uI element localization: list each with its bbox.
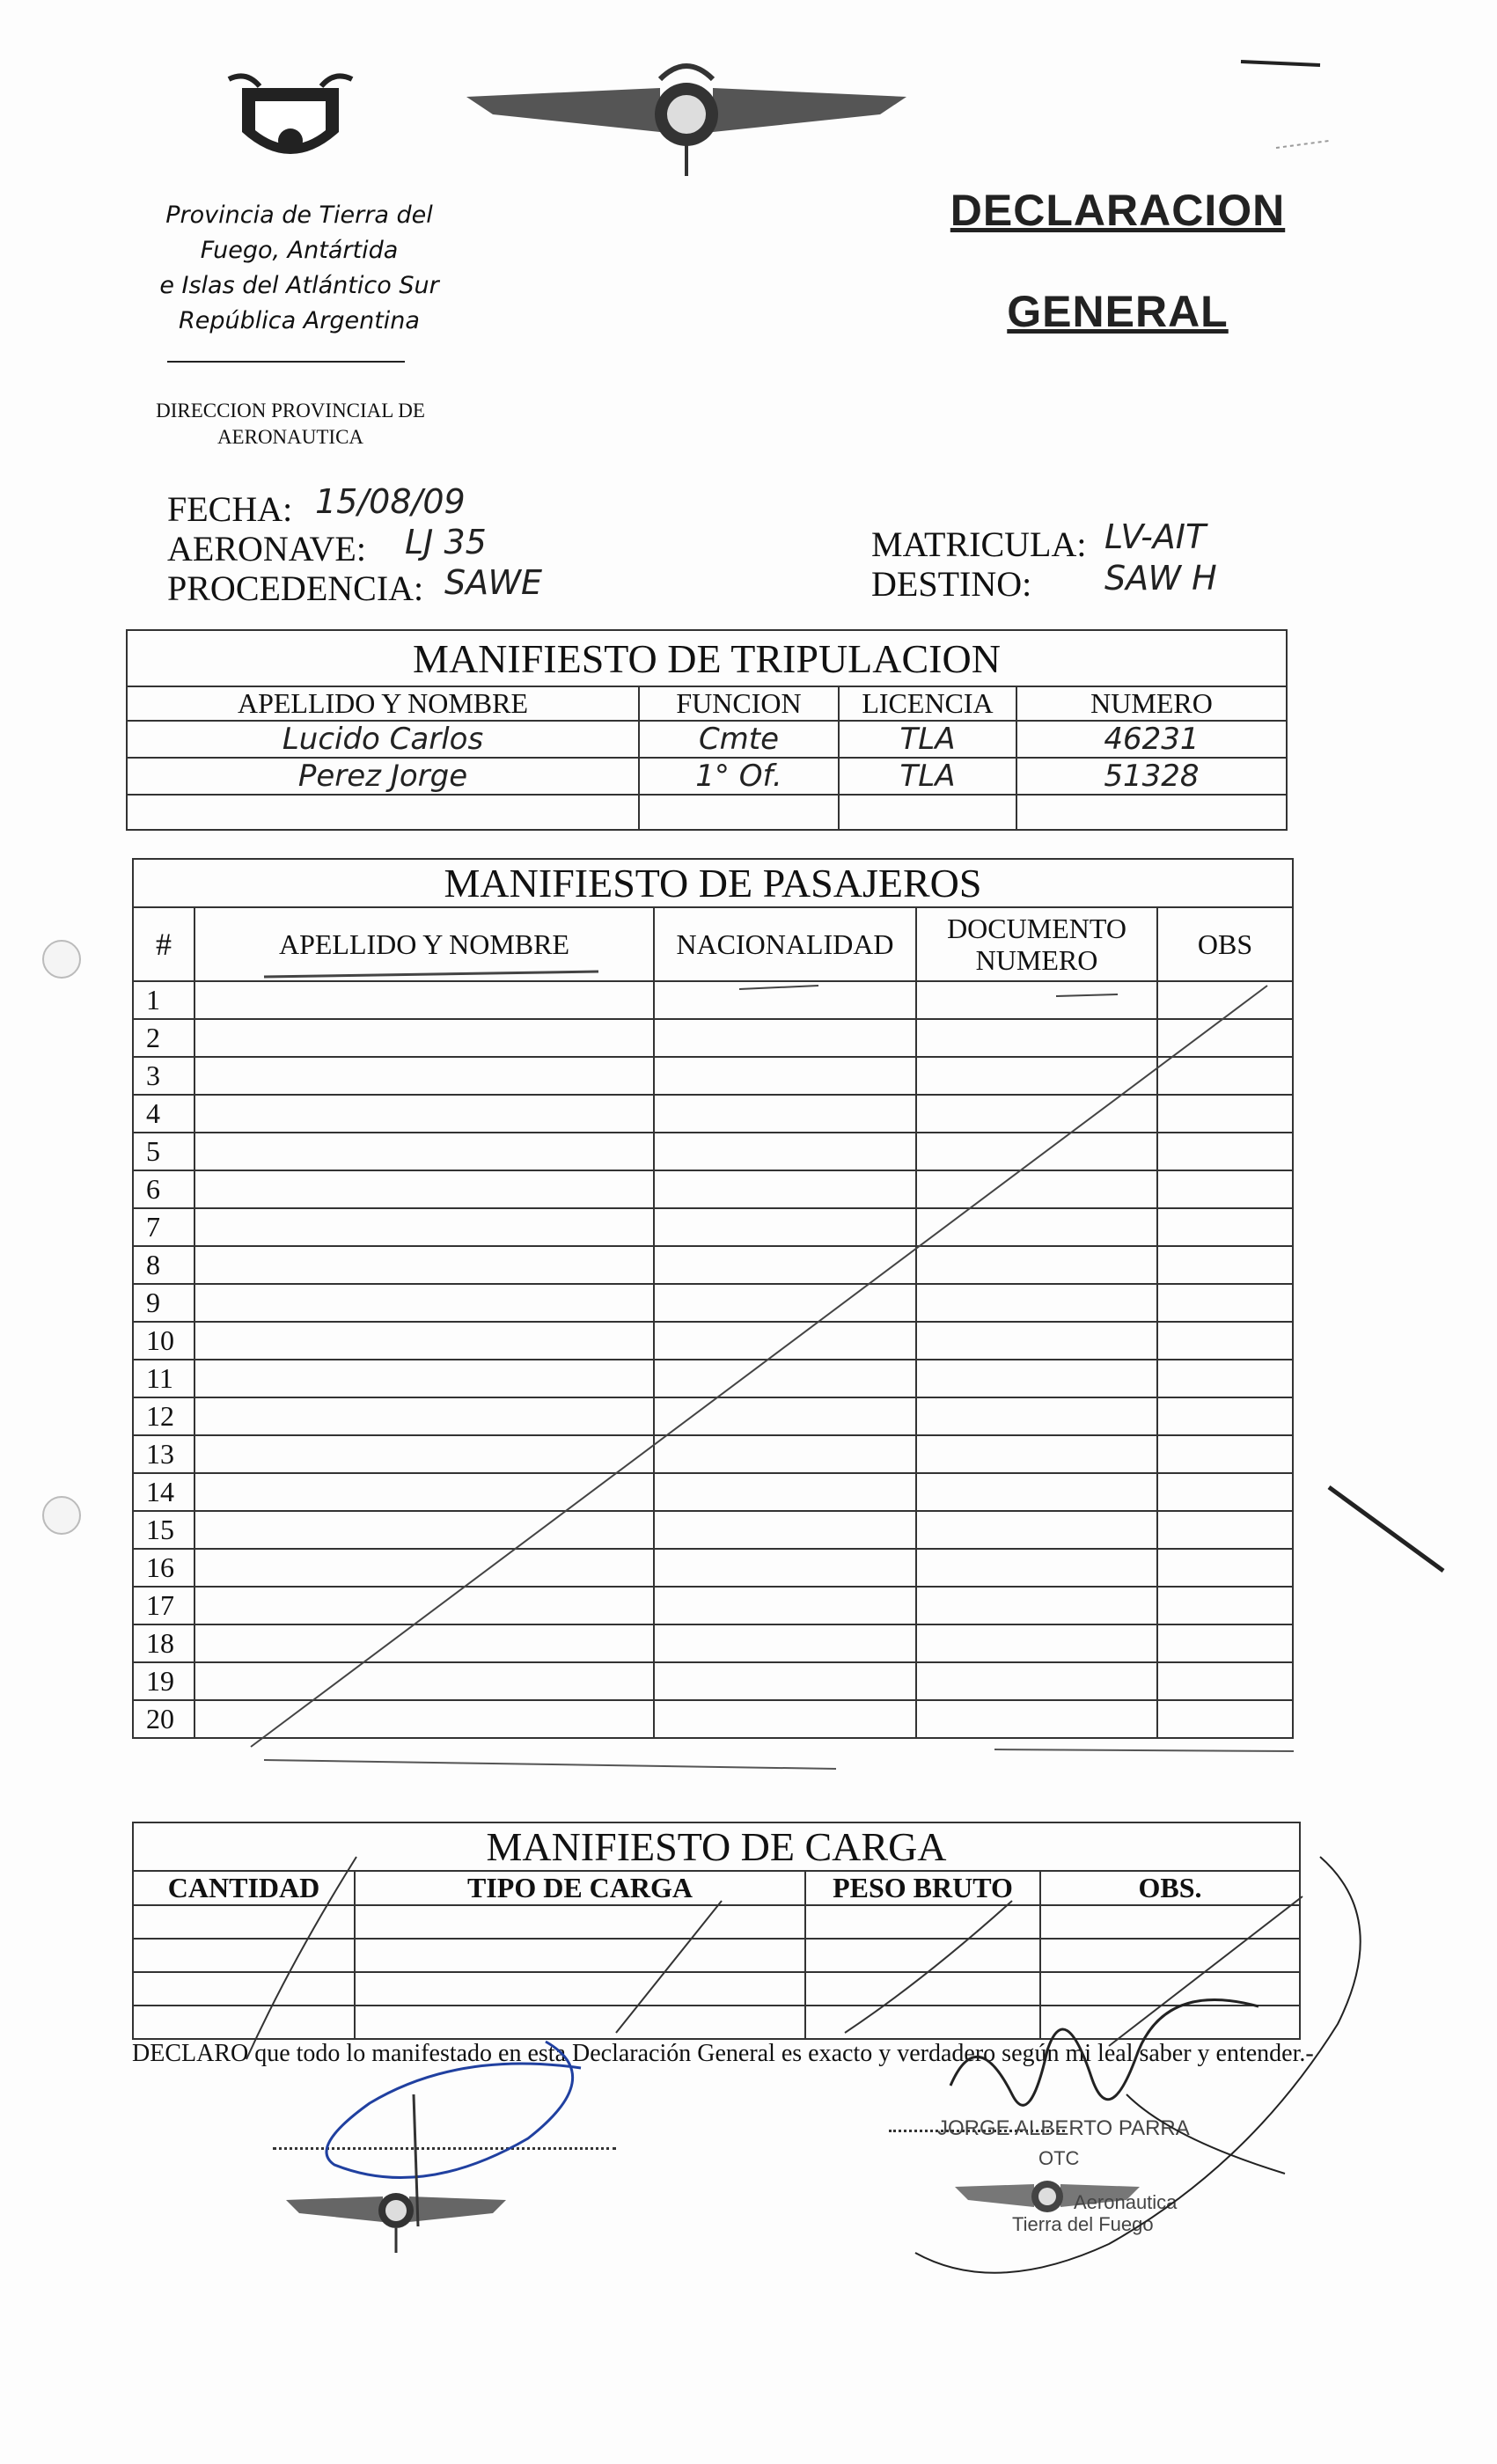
- passenger-header: DOCUMENTO NUMERO: [916, 907, 1157, 981]
- row-number: 13: [133, 1435, 194, 1473]
- crew-header: APELLIDO Y NOMBRE: [127, 686, 639, 721]
- province-line: Fuego, Antártida: [200, 237, 399, 264]
- row-number: 9: [133, 1284, 194, 1322]
- direction-line: DIRECCION PROVINCIAL DE: [156, 400, 425, 422]
- cargo-header: TIPO DE CARGA: [355, 1871, 805, 1905]
- province-line: e Islas del Atlántico Sur: [159, 272, 439, 299]
- row-number: 5: [133, 1133, 194, 1170]
- row-number: 17: [133, 1587, 194, 1624]
- document-subtitle: GENERAL: [1007, 287, 1229, 336]
- document-title: DECLARACION: [950, 186, 1286, 235]
- passenger-header: #: [133, 907, 194, 981]
- row-number: 12: [133, 1397, 194, 1435]
- row-number: 3: [133, 1057, 194, 1095]
- destino-value: SAW H: [1104, 559, 1217, 598]
- destino-label: DESTINO:: [871, 564, 1032, 604]
- aeronave-label: AERONAVE:: [167, 529, 366, 568]
- matricula-label: MATRICULA:: [871, 524, 1087, 564]
- matricula-value: LV-AIT: [1104, 517, 1207, 556]
- crew-cell: TLA: [839, 721, 1016, 758]
- procedencia-value: SAWE: [444, 563, 543, 602]
- row-number: 10: [133, 1322, 194, 1360]
- fecha-value: 15/08/09: [315, 482, 466, 521]
- stamp-role: OTC: [1038, 2147, 1080, 2169]
- province-line: República Argentina: [179, 307, 420, 334]
- row-number: 7: [133, 1208, 194, 1246]
- cargo-header: CANTIDAD: [133, 1871, 355, 1905]
- row-number: 2: [133, 1019, 194, 1057]
- row-number: 18: [133, 1624, 194, 1662]
- direction-line: AERONAUTICA: [216, 426, 364, 448]
- crew-cell: TLA: [839, 758, 1016, 795]
- stamp-org: Aeronautica: [1074, 2191, 1178, 2213]
- passenger-title: MANIFIESTO DE PASAJEROS: [133, 859, 1293, 907]
- row-number: 19: [133, 1662, 194, 1700]
- crew-cell: Perez Jorge: [127, 758, 639, 795]
- row-number: 15: [133, 1511, 194, 1549]
- crew-header: FUNCION: [639, 686, 839, 721]
- row-number: 4: [133, 1095, 194, 1133]
- passenger-header: APELLIDO Y NOMBRE: [194, 907, 654, 981]
- row-number: 20: [133, 1700, 194, 1738]
- crew-header: LICENCIA: [839, 686, 1016, 721]
- row-number: 11: [133, 1360, 194, 1397]
- stamp-org: Tierra del Fuego: [1012, 2213, 1154, 2235]
- row-number: 16: [133, 1549, 194, 1587]
- fecha-label: FECHA:: [167, 489, 293, 529]
- crew-cell: 1° Of.: [639, 758, 839, 795]
- crew-cell: 46231: [1016, 721, 1287, 758]
- crew-title: MANIFIESTO DE TRIPULACION: [127, 630, 1287, 686]
- row-number: 8: [133, 1246, 194, 1284]
- row-number: 1: [133, 981, 194, 1019]
- cargo-header: OBS.: [1040, 1871, 1300, 1905]
- row-number: 14: [133, 1473, 194, 1511]
- declaration-text: DECLARO que todo lo manifestado en esta Declaración General es exacto y verdadero según mi leal saber y entender.-: [132, 2040, 1314, 2067]
- crew-cell: Lucido Carlos: [127, 721, 639, 758]
- passenger-header: NACIONALIDAD: [654, 907, 916, 981]
- aeronave-value: LJ 35: [405, 523, 487, 561]
- passenger-header: OBS: [1157, 907, 1293, 981]
- cargo-title: MANIFIESTO DE CARGA: [133, 1822, 1300, 1871]
- stamp-name: JORGE ALBERTO PARRA: [937, 2116, 1190, 2140]
- row-number: 6: [133, 1170, 194, 1208]
- procedencia-label: PROCEDENCIA:: [167, 568, 424, 608]
- province-line: Provincia de Tierra del: [165, 202, 433, 229]
- cargo-header: PESO BRUTO: [805, 1871, 1040, 1905]
- crew-cell: 51328: [1016, 758, 1287, 795]
- crew-header: NUMERO: [1016, 686, 1287, 721]
- crew-cell: Cmte: [639, 721, 839, 758]
